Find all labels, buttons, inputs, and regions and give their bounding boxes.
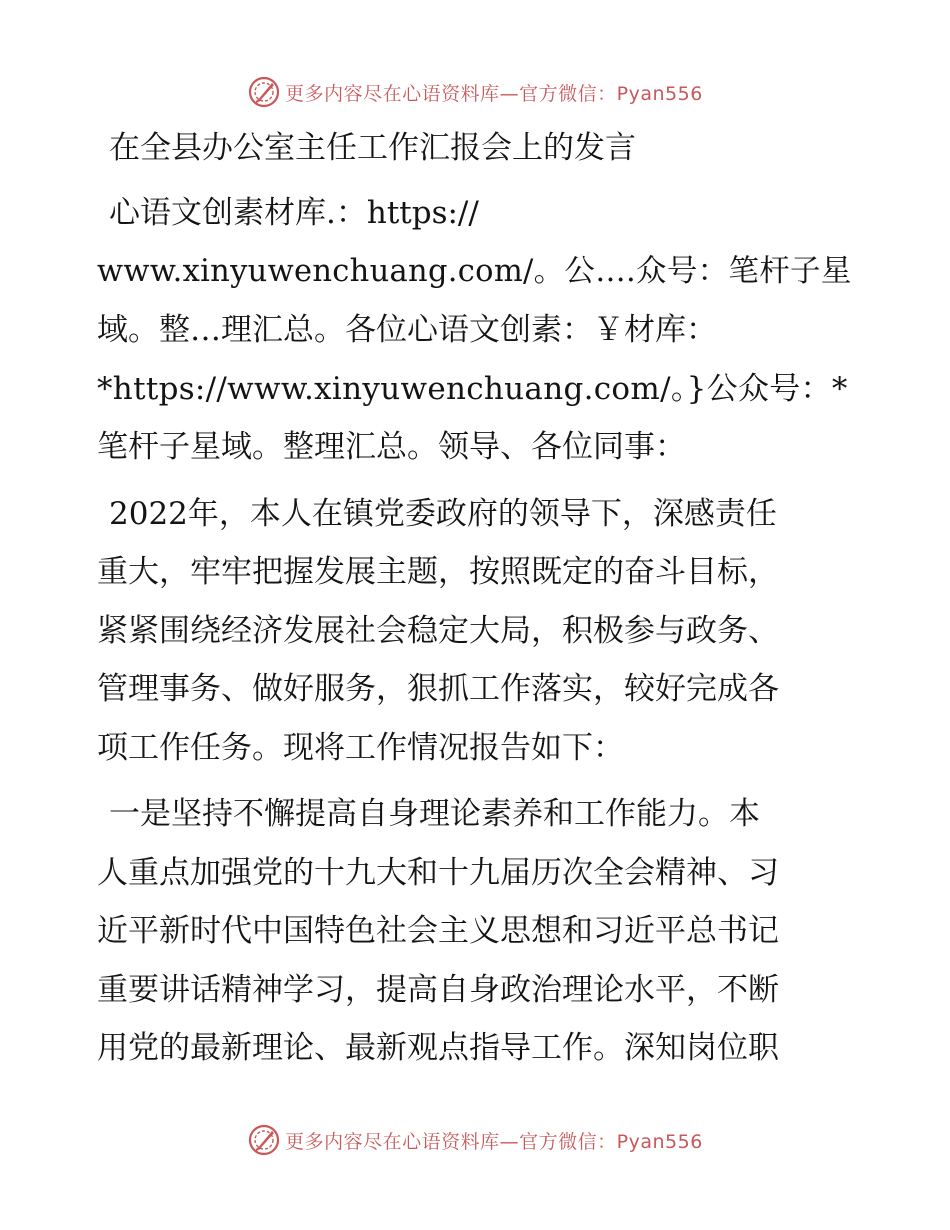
- text-line: www.xinyuwenchuang.com/。公….众号：笔杆子星: [97, 253, 852, 289]
- text-line: 一是坚持不懈提高自身理论素养和工作能力。本: [109, 796, 760, 832]
- header-banner-text: 更多内容尽在心语资料库—官方微信：Pyan556: [285, 82, 703, 105]
- text-line: 笔杆子星域。整理汇总。领导、各位同事：: [97, 429, 686, 465]
- text-line: *https://www.xinyuwenchuang.com/。}公众号：*: [97, 370, 848, 407]
- text-line: 2022年，本人在镇党委政府的领导下，深感责任: [109, 495, 777, 532]
- paragraph-summary: [97, 485, 857, 778]
- text-line: 重要讲话精神学习，提高自身政治理论水平，不断: [97, 971, 779, 1008]
- footer-watermark-banner: [0, 1118, 950, 1162]
- paragraph-point-one: [97, 785, 857, 1078]
- text-line: 紧紧围绕经济发展社会稳定大局，积极参与政务、: [97, 612, 779, 649]
- text-line: 项工作任务。现将工作情况报告如下：: [97, 729, 624, 766]
- text-line: 人重点加强党的十九大和十九届历次全会精神、习: [97, 854, 779, 891]
- header-watermark-banner: [0, 70, 950, 114]
- text-line: 重大，牢牢把握发展主题，按照既定的奋斗目标，: [97, 554, 779, 590]
- paragraph-intro: [97, 184, 857, 477]
- text-line: 域。整…理汇总。各位心语文创素：￥材库：: [97, 312, 717, 348]
- text-line: 心语文创素材库.：https://: [109, 195, 479, 231]
- quill-logo-icon: [247, 75, 281, 109]
- document-title: 在全县办公室主任工作汇报会上的发言: [109, 130, 636, 166]
- text-line: 用党的最新理论、最新观点指导工作。深知岗位职: [97, 1030, 779, 1066]
- text-line: 管理事务、做好服务，狠抓工作落实，较好完成各: [97, 671, 779, 707]
- footer-banner-text: 更多内容尽在心语资料库—官方微信：Pyan556: [285, 1130, 703, 1153]
- quill-logo-icon: [247, 1123, 281, 1157]
- text-line: 近平新时代中国特色社会主义思想和习近平总书记: [97, 913, 779, 949]
- document-body: [97, 124, 857, 1086]
